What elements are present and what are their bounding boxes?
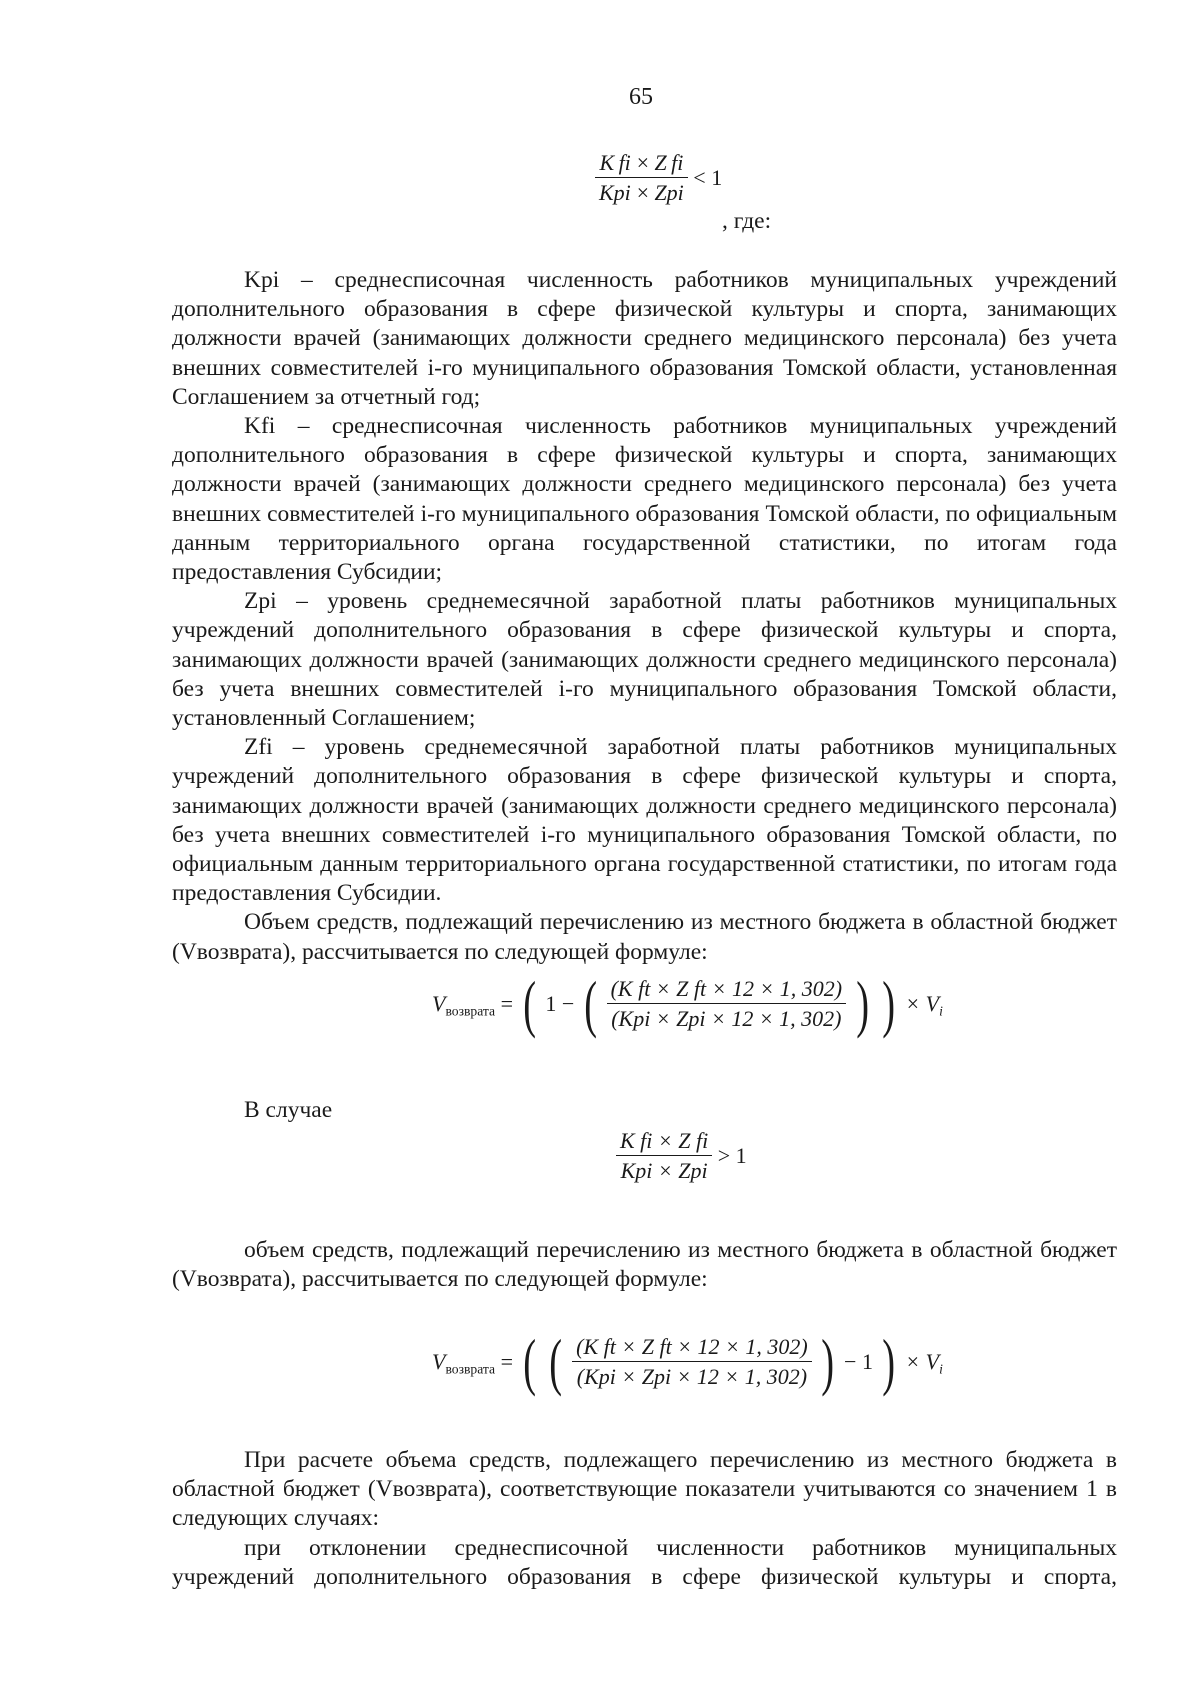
formula-v-return-greater: $V_{возврата}$ = ( ( $\frac{\text{(K ft × Z ft × 12 × 1, 302)}}{\text{(Kpi × Zpi × 12 × 1, 302)}}$ ) − 1 ) × $V_i$ [432, 1326, 943, 1397]
text-block-final [172, 1446, 1117, 1592]
numerator: K fi × Z fi [620, 1128, 709, 1153]
one-minus: 1 − [545, 991, 575, 1016]
relation: < 1 [693, 165, 723, 190]
denominator: (Kpi × Zpi × 12 × 1, 302) [572, 1361, 812, 1390]
fraction [607, 976, 847, 1032]
paragraph-deviation: при отклонении среднесписочной численности работников муниципальных учреждений дополнительного образования в сфере физической культуры и спорта, [172, 1534, 1117, 1590]
paragraph-zfi: Zfi – уровень среднемесячной заработной платы работников муниципальных учреждений дополнительного образования в сфере физической культуры и спорта, занимающих должности врачей (занимающих должности среднего медицинского персонала) без учета внешних совместителей i-го муниципального образования Томской области, по официальным данным территориального органа государственной статистики, по итогам года предоставления Субсидии. [172, 734, 1117, 907]
numerator: (K ft × Z ft × 12 × 1, 302) [576, 1334, 808, 1359]
text-volume-2: объем средств, подлежащий перечислению из местного бюджета в областной бюджет (Vвозврата), рассчитывается по следующей формуле: [172, 1237, 1117, 1293]
paren-open: ( [584, 968, 597, 1039]
paragraph-zpi: Zpi – уровень среднемесячной заработной платы работников муниципальных учреждений дополнительного образования в сфере физической культуры и спорта, занимающих должности врачей (занимающих должности среднего медицинского персонала) без учета внешних совместителей i-го муниципального образования Томской области, установленный Соглашением; [172, 588, 1117, 732]
times-v: × $V_i$ [905, 1349, 943, 1377]
paragraph-kfi: Kfi – среднесписочная численность работников муниципальных учреждений дополнительного образования в сфере физической культуры и спорта, занимающих должности врачей (занимающих должности среднего медицинского персонала) без учета внешних совместителей i-го муниципального образования Томской области, по официальным данным территориального органа государственной статистики, по итогам года предоставления Субсидии; [172, 413, 1117, 586]
formula-v-return-less: $V_{возврата}$ = ( 1 − ( $\frac{\text{(K ft × Z ft × 12 × 1, 302)}}{\text{(Kpi × Zpi × 12 × 1, 302)}}$ ) ) × $V_i$ [432, 968, 943, 1039]
fraction [595, 150, 688, 206]
paren-open: ( [549, 1326, 563, 1397]
times-v: × $V_i$ [905, 991, 943, 1019]
text-block-definitions [172, 266, 1117, 967]
minus-one: − 1 [844, 1349, 873, 1374]
numerator: K fi × Z fi [599, 150, 684, 175]
paren-close: ) [855, 968, 869, 1039]
page-number: 65 [629, 84, 653, 110]
v-symbol: $V_{возврата}$ [432, 1349, 496, 1377]
denominator: Kpi × Zpi [616, 1155, 712, 1184]
paragraph-volume-1: Объем средств, подлежащий перечислению из местного бюджета в областной бюджет (Vвозврата), рассчитывается по следующей формуле: [172, 909, 1117, 965]
denominator: (Kpi × Zpi × 12 × 1, 302) [607, 1003, 847, 1032]
paren-close: ) [821, 1326, 835, 1397]
v-symbol: $V_{возврата}$ [432, 991, 496, 1019]
text-in-case: В случае [244, 1097, 333, 1123]
paren-close: ) [882, 1326, 896, 1397]
fraction [616, 1128, 712, 1184]
formula-condition-greater [616, 1128, 747, 1184]
paren-open: ( [522, 968, 536, 1039]
paragraph-calc-note: При расчете объема средств, подлежащего перечислению из местного бюджета в областной бюджет (Vвозврата), соответствующие показатели учитываются со значением 1 в следующих случаях: [172, 1447, 1117, 1532]
paren-close: ) [882, 968, 896, 1039]
paren-open: ( [522, 1326, 536, 1397]
formula-condition-less [595, 150, 722, 206]
relation: > 1 [717, 1143, 747, 1168]
formula-where: , где: [722, 208, 772, 234]
numerator: (K ft × Z ft × 12 × 1, 302) [610, 976, 843, 1001]
fraction [572, 1334, 812, 1390]
denominator: Kpi × Zpi [595, 177, 688, 206]
paragraph-kpi: Kpi – среднесписочная численность работников муниципальных учреждений дополнительного образования в сфере физической культуры и спорта, занимающих должности врачей (занимающих должности среднего медицинского персонала) без учета внешних совместителей i-го муниципального образования Томской области, установленная Соглашением за отчетный год; [172, 267, 1117, 410]
